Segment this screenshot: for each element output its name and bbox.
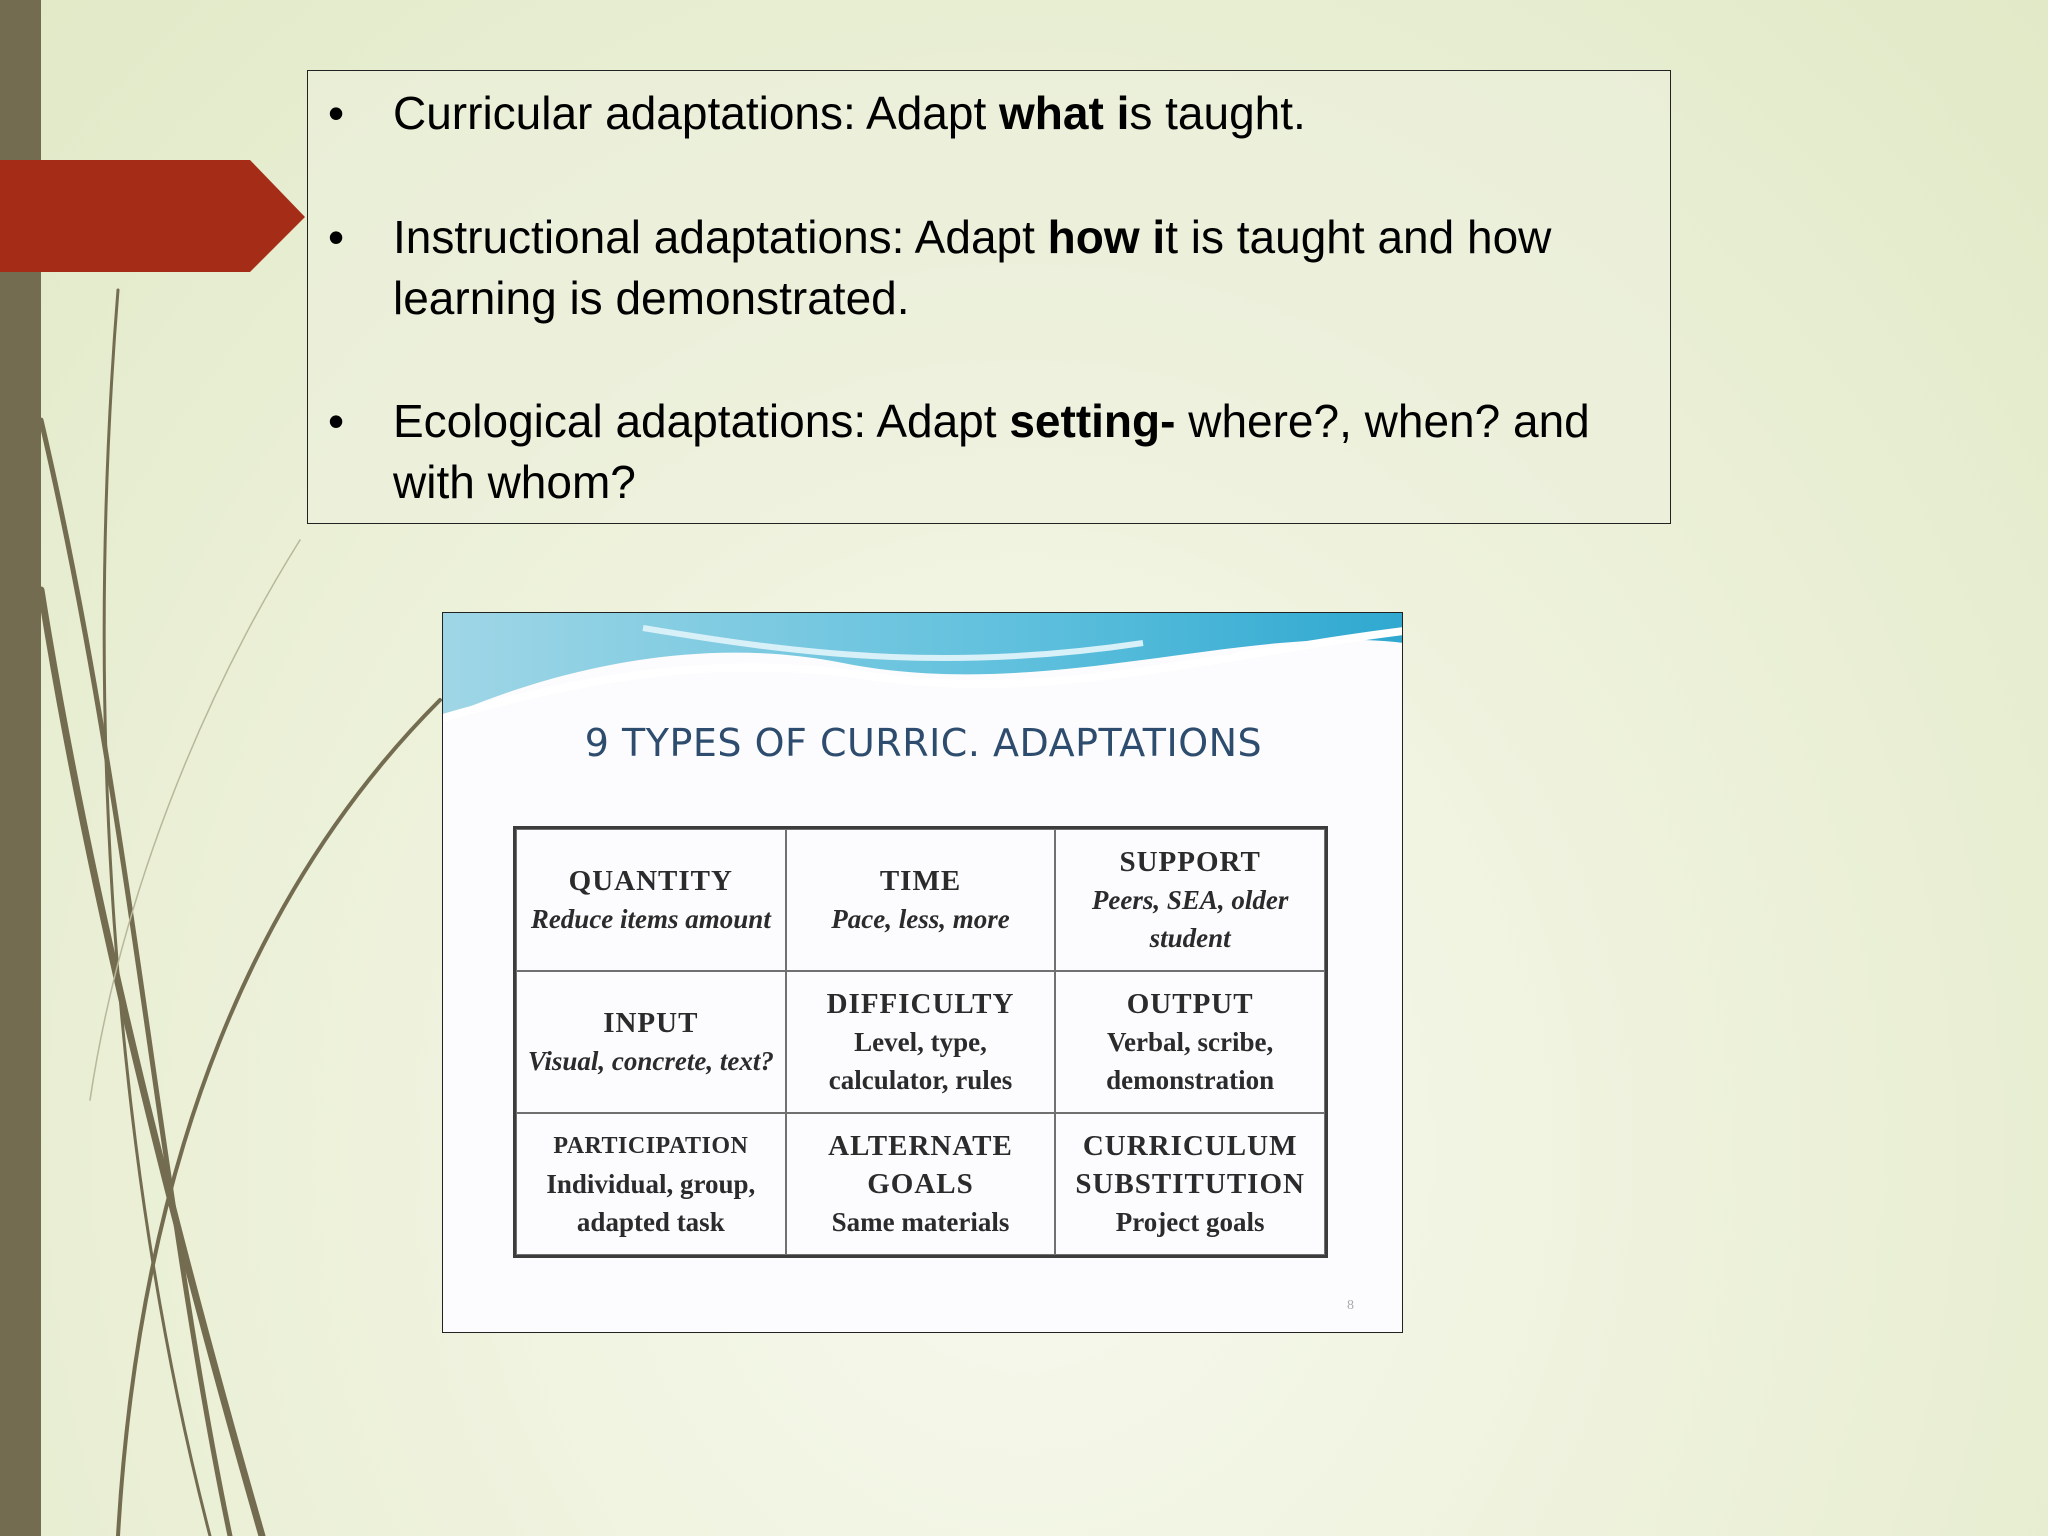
bullet-text: Curricular adaptations: Adapt what is taught. xyxy=(393,87,1306,139)
cell-description: Verbal, scribe, demonstration xyxy=(1106,1027,1275,1095)
bullet-text: Ecological adaptations: Adapt setting- where?, when? and with whom? xyxy=(393,395,1590,508)
bullet-text-box xyxy=(307,70,1671,524)
cell-heading: QUANTITY xyxy=(568,865,733,897)
image-title: 9 TYPES OF CURRIC. ADAPTATIONS xyxy=(584,721,1263,765)
cell-heading: PARTICIPATION xyxy=(553,1133,749,1159)
grid-cell xyxy=(786,1113,1056,1255)
cell-description: Individual, group, adapted task xyxy=(546,1169,756,1237)
grid-cell xyxy=(1055,829,1325,971)
cell-description: Project goals xyxy=(1115,1207,1265,1237)
cell-description: Pace, less, more xyxy=(831,904,1010,934)
cell-description: Visual, concrete, text? xyxy=(527,1046,774,1076)
cell-description: Reduce items amount xyxy=(530,904,771,934)
cell-description: Same materials xyxy=(831,1207,1010,1237)
adaptations-grid xyxy=(513,826,1328,1258)
image-page-number: 8 xyxy=(1347,1298,1354,1313)
grid-cell xyxy=(1055,1113,1325,1255)
cell-description: Level, type, calculator, rules xyxy=(828,1027,1013,1095)
bullet-marker: • xyxy=(328,87,345,139)
bullet-marker: • xyxy=(328,211,345,263)
adaptations-table-image xyxy=(442,612,1403,1333)
grid-cell xyxy=(516,1113,786,1255)
grid-cell xyxy=(786,829,1056,971)
cell-heading: CURRICULUM SUBSTITUTION xyxy=(1075,1130,1305,1200)
grid-cell xyxy=(516,829,786,971)
grid-cell xyxy=(516,971,786,1113)
grid-cell xyxy=(786,971,1056,1113)
bullet-marker: • xyxy=(328,395,345,447)
cell-heading: ALTERNATE GOALS xyxy=(828,1130,1013,1200)
cell-heading: TIME xyxy=(879,865,962,897)
cell-heading: OUTPUT xyxy=(1126,988,1254,1020)
bullet-text: Instructional adaptations: Adapt how it is taught and how learning is demonstrated. xyxy=(393,211,1552,324)
cell-heading: INPUT xyxy=(603,1007,699,1039)
cell-heading: DIFFICULTY xyxy=(826,988,1015,1020)
grid-cell xyxy=(1055,971,1325,1113)
cell-heading: SUPPORT xyxy=(1119,846,1261,878)
cell-description: Peers, SEA, older student xyxy=(1091,885,1289,953)
